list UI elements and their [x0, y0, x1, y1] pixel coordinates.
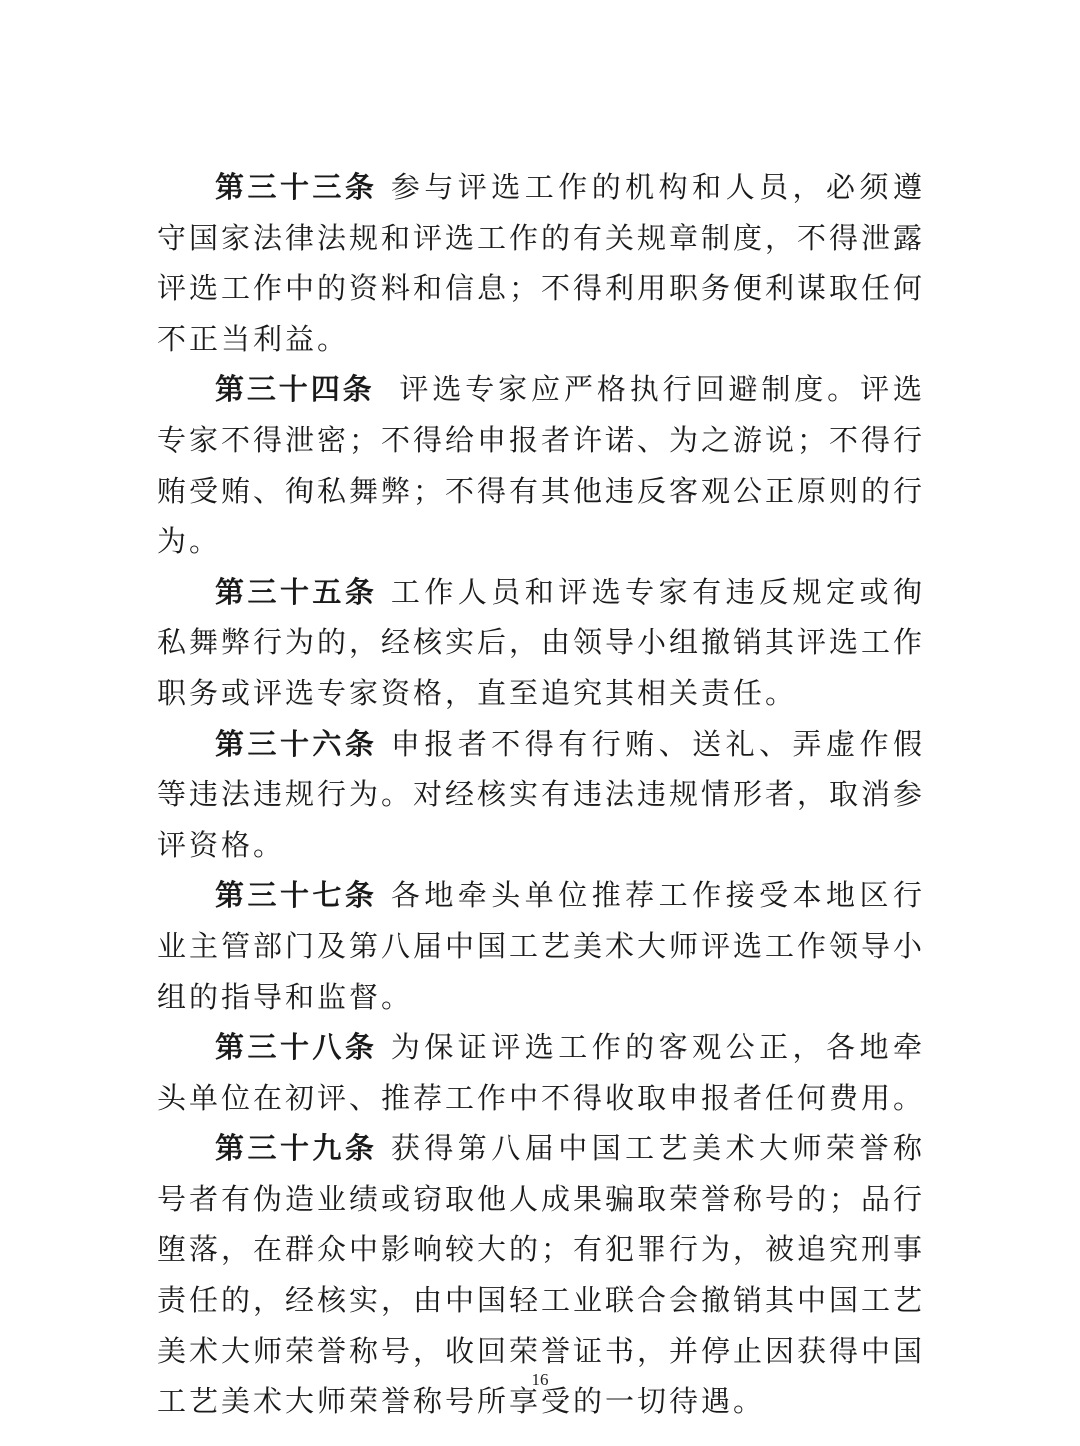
article-title: 第三十六条: [215, 726, 378, 761]
article-36: [157, 719, 925, 871]
article-title: 第三十八条: [215, 1030, 378, 1065]
article-body: 评选专家应严格执行回避制度。评选专家不得泄密；不得给申报者许诺、为之游说；不得行贿受贿、徇私舞弊；不得有其他违反客观公正原则的行为。: [157, 372, 926, 559]
article-body: 参与评选工作的机构和人员，必须遵守国家法律法规和评选工作的有关规章制度，不得泄露评选工作中的资料和信息；不得利用职务便利谋取任何不正当利益。: [157, 170, 926, 356]
article-38: [157, 1022, 925, 1123]
page-number: 16: [531, 1370, 549, 1389]
article-34: [157, 364, 925, 566]
article-body: 获得第八届中国工艺美术大师荣誉称号者有伪造业绩或窃取他人成果骗取荣誉称号的；品行堕落，在群众中影响较大的；有犯罪行为，被追究刑事责任的，经核实，由中国轻工业联合会撤销其中国工艺美术大师荣誉称号，收回荣誉证书，并停止因获得中国工艺美术大师荣誉称号所享受的一切待遇。: [157, 1131, 926, 1419]
article-title: 第三十五条: [215, 574, 378, 609]
article-list: [157, 162, 925, 1427]
article-body: 工作人员和评选专家有违反规定或徇私舞弊行为的，经核实后，由领导小组撤销其评选工作职务或评选专家资格，直至追究其相关责任。: [157, 574, 926, 710]
article-title: 第三十七条: [215, 878, 378, 913]
article-title: 第三十四条: [215, 372, 375, 407]
article-37: [157, 870, 925, 1022]
article-title: 第三十九条: [215, 1131, 378, 1166]
article-35: [157, 567, 925, 719]
article-body: 各地牵头单位推荐工作接受本地区行业主管部门及第八届中国工艺美术大师评选工作领导小组的指导和监督。: [157, 878, 926, 1014]
article-body: 为保证评选工作的客观公正，各地牵头单位在初评、推荐工作中不得收取申报者任何费用。: [157, 1030, 926, 1115]
article-33: [157, 162, 925, 364]
article-title: 第三十三条: [215, 170, 378, 204]
article-body: 申报者不得有行贿、送礼、弄虚作假等违法违规行为。对经核实有违法违规情形者，取消参评资格。: [157, 726, 926, 862]
